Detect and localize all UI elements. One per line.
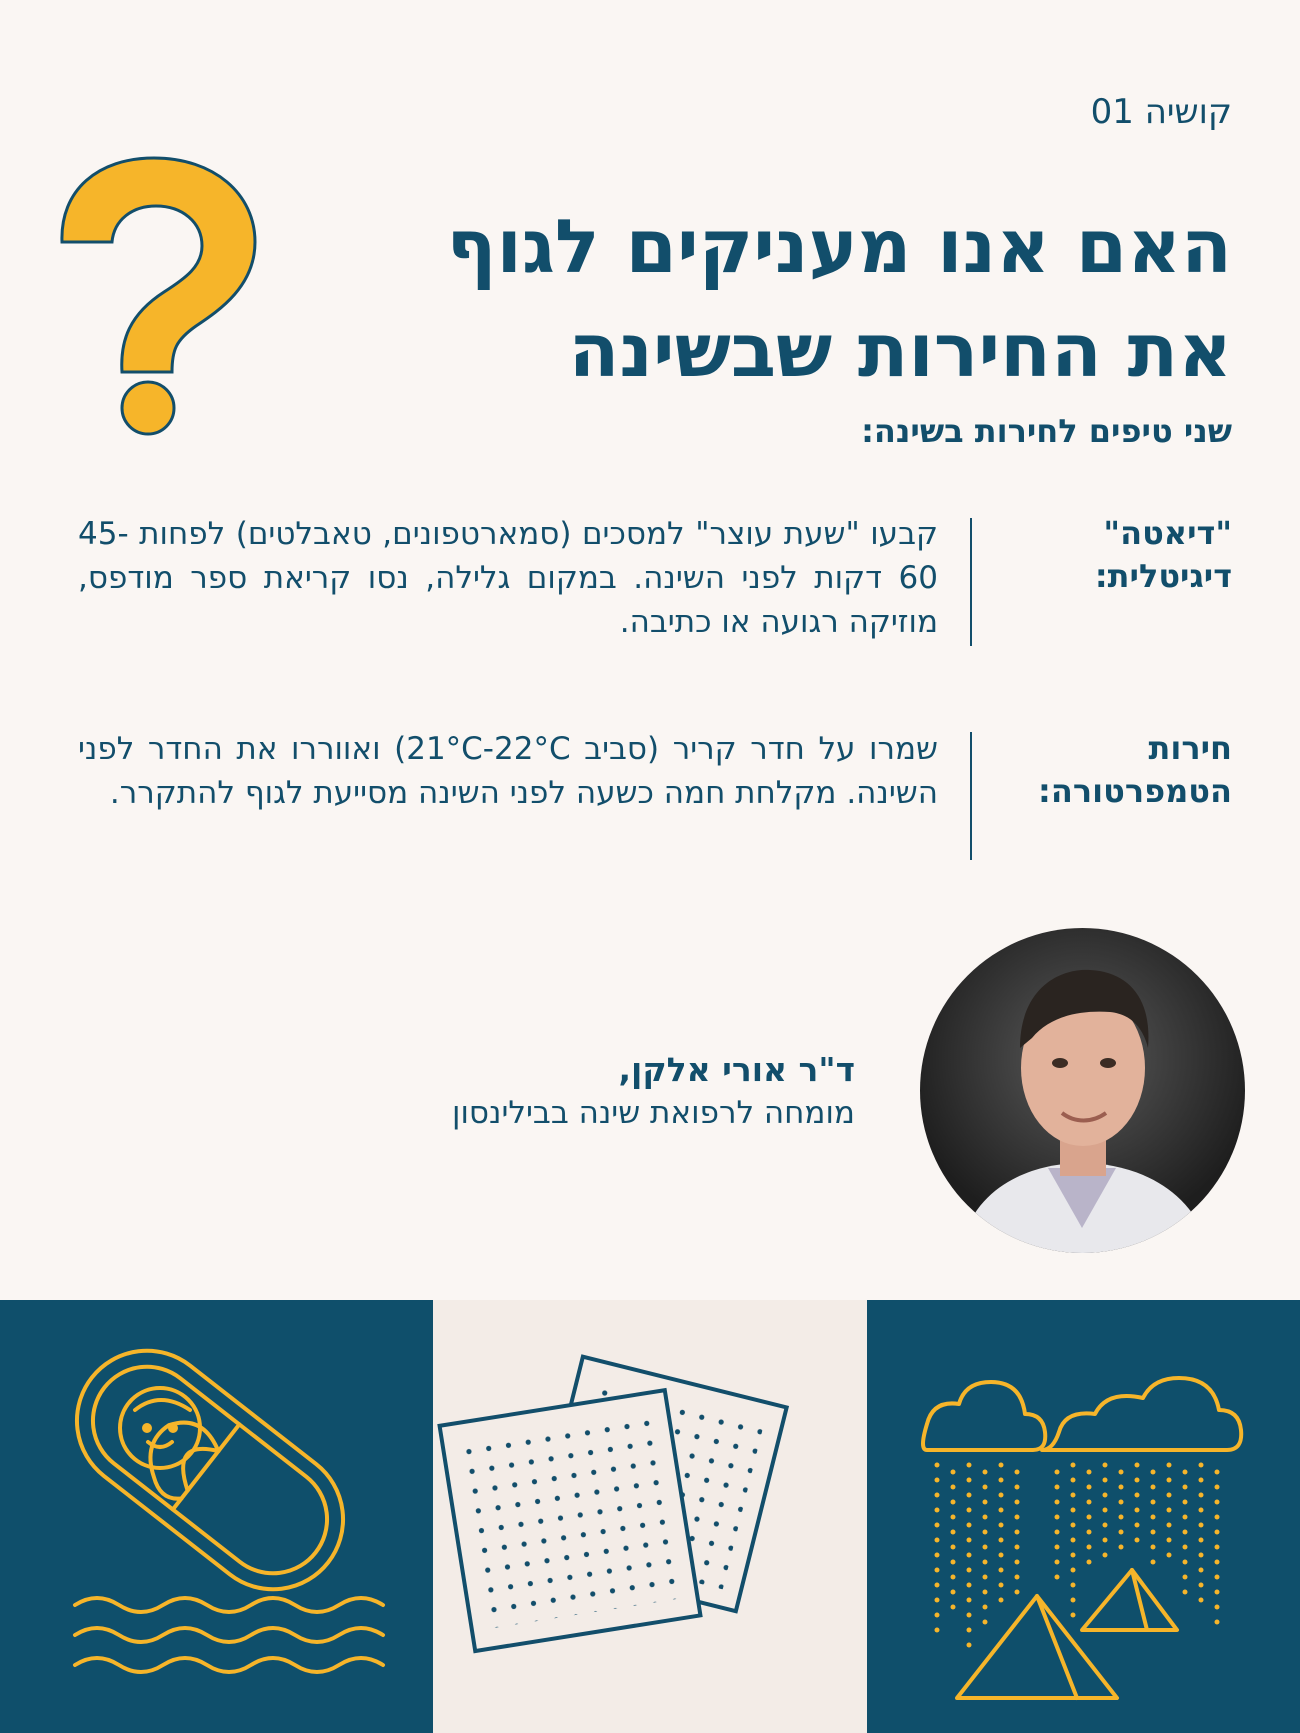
- matzah-icon: [433, 1300, 867, 1733]
- expert-photo: [920, 928, 1245, 1253]
- divider: [970, 518, 972, 646]
- pyramids-rain-icon: [867, 1300, 1300, 1733]
- tip-text-digital-diet: קבעו "שעת עוצר" למסכים (סמארטפונים, טאבלטים) לפחות 45-60 דקות לפני השינה. במקום גלילה, נסו קריאת ספר מודפס, מוזיקה רגועה או כתיבה.: [78, 516, 938, 640]
- expert-name: ד"ר אורי אלקן,: [618, 1050, 855, 1089]
- pyramids-rain-panel: [867, 1300, 1300, 1733]
- tip-text-temperature: שמרו על חדר קריר (סביב 21°C-22°C) ואווררו את החדר לפני השינה. מקלחת חמה כשעה לפני השינה מסייעת לגוף להתקרר.: [78, 731, 938, 811]
- tip-heading-line-2: הטמפרטורה:: [1038, 772, 1232, 810]
- tip-heading-line-2: דיגיטלית:: [1094, 557, 1232, 595]
- tip-heading-digital-diet: [1062, 512, 1232, 598]
- tip-heading-temperature: [1038, 727, 1232, 813]
- title-line-1: האם אנו מעניקים לגוף: [446, 204, 1232, 290]
- tip-heading-line-1: חירות: [1148, 729, 1232, 767]
- subtitle: שני טיפים לחירות בשינה:: [861, 412, 1232, 450]
- expert-role: מומחה לרפואת שינה בבילינסון: [452, 1095, 855, 1131]
- matzah-panel: [433, 1300, 867, 1733]
- baby-in-basket-icon: [0, 1300, 433, 1733]
- section-label: קושיה 01: [1090, 92, 1232, 132]
- tip-heading-line-1: "דיאטה": [1103, 514, 1232, 552]
- divider: [970, 732, 972, 860]
- page-title: [222, 195, 1232, 403]
- baby-in-basket-panel: [0, 1300, 433, 1733]
- title-line-2: את החירות שבשינה: [568, 308, 1232, 394]
